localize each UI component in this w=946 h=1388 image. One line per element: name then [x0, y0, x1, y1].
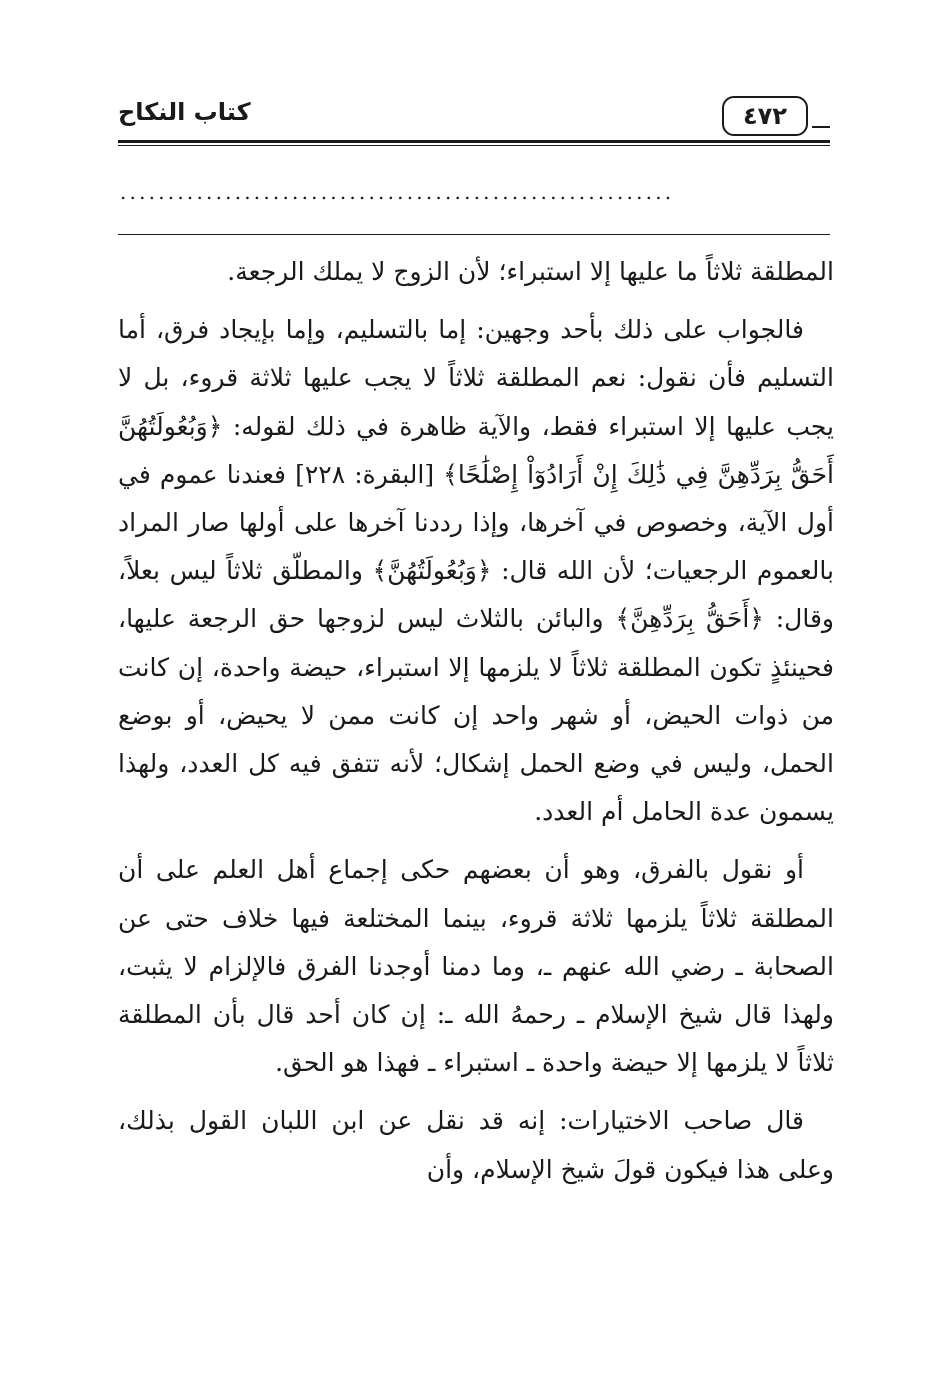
header-rule-thick: [118, 140, 830, 143]
paragraph-2: فالجواب على ذلك بأحد وجهين: إما بالتسليم، وإما بإيجاد فرق، أما التسليم فأن نقول: نعم المطلقة ثلاثاً لا يجب عليها ثلاثة قروء، بل لا يجب عليها إلا استبراء فقط، والآية ظاهرة في ذلك لقوله: ﴿وَبُعُولَتُهُنَّ أَحَقُّ بِرَدِّهِنَّ فِي ذَٰلِكَ إِنْ أَرَادُوٓاْ إِصْلَٰحًا﴾ [البقرة: ٢٢٨] فعندنا عموم في أول الآية، وخصوص في آخرها، وإذا رددنا آخرها على أولها صار المراد بالعموم الرجعيات؛ لأن الله قال: ﴿وَبُعُولَتُهُنَّ﴾ والمطلّق ثلاثاً ليس بعلاً، وقال: ﴿أَحَقُّ بِرَدِّهِنَّ﴾ والبائن بالثلاث ليس لزوجها حق الرجعة عليها، فحينئذٍ تكون المطلقة ثلاثاً لا يلزمها إلا استبراء، حيضة واحدة، إن كانت من ذوات الحيض، أو شهر واحد إن كانت ممن لا يحيض، أو بوضع الحمل، وليس في وضع الحمل إشكال؛ لأنه تتفق فيه كل العدد، ولهذا يسمون عدة الحامل أم العدد.: [118, 315, 834, 827]
separator-dots: ..........................................................: [120, 180, 675, 204]
book-title: كتاب النكاح: [118, 98, 251, 126]
paragraph-4: قال صاحب الاختيارات: إنه قد نقل عن ابن اللبان القول بذلك، وعلى هذا فيكون قولَ شيخ الإسلام، وأن: [118, 1106, 834, 1184]
separator-rule: [118, 234, 830, 235]
header-rule-stub: [812, 126, 830, 128]
page-number: ٤٧٢: [722, 96, 808, 136]
body-text: [118, 248, 834, 1204]
page-header: [118, 96, 830, 144]
paragraph-3: أو نقول بالفرق، وهو أن بعضهم حكى إجماع أهل العلم على أن المطلقة ثلاثاً يلزمها ثلاثة قروء، بينما المختلعة فيها خلاف حتى عن الصحابة ـ رضي الله عنهم ـ، وما دمنا أوجدنا الفرق فالإلزام لا يثبت، ولهذا قال شيخ الإسلام ـ رحمهُ الله ـ: إن كان أحد قال بأن المطلقة ثلاثاً لا يلزمها إلا حيضة واحدة ـ استبراء ـ فهذا هو الحق.: [118, 855, 834, 1078]
header-rule-thin: [118, 145, 830, 146]
paragraph-1: المطلقة ثلاثاً ما عليها إلا استبراء؛ لأن الزوج لا يملك الرجعة.: [227, 257, 834, 286]
